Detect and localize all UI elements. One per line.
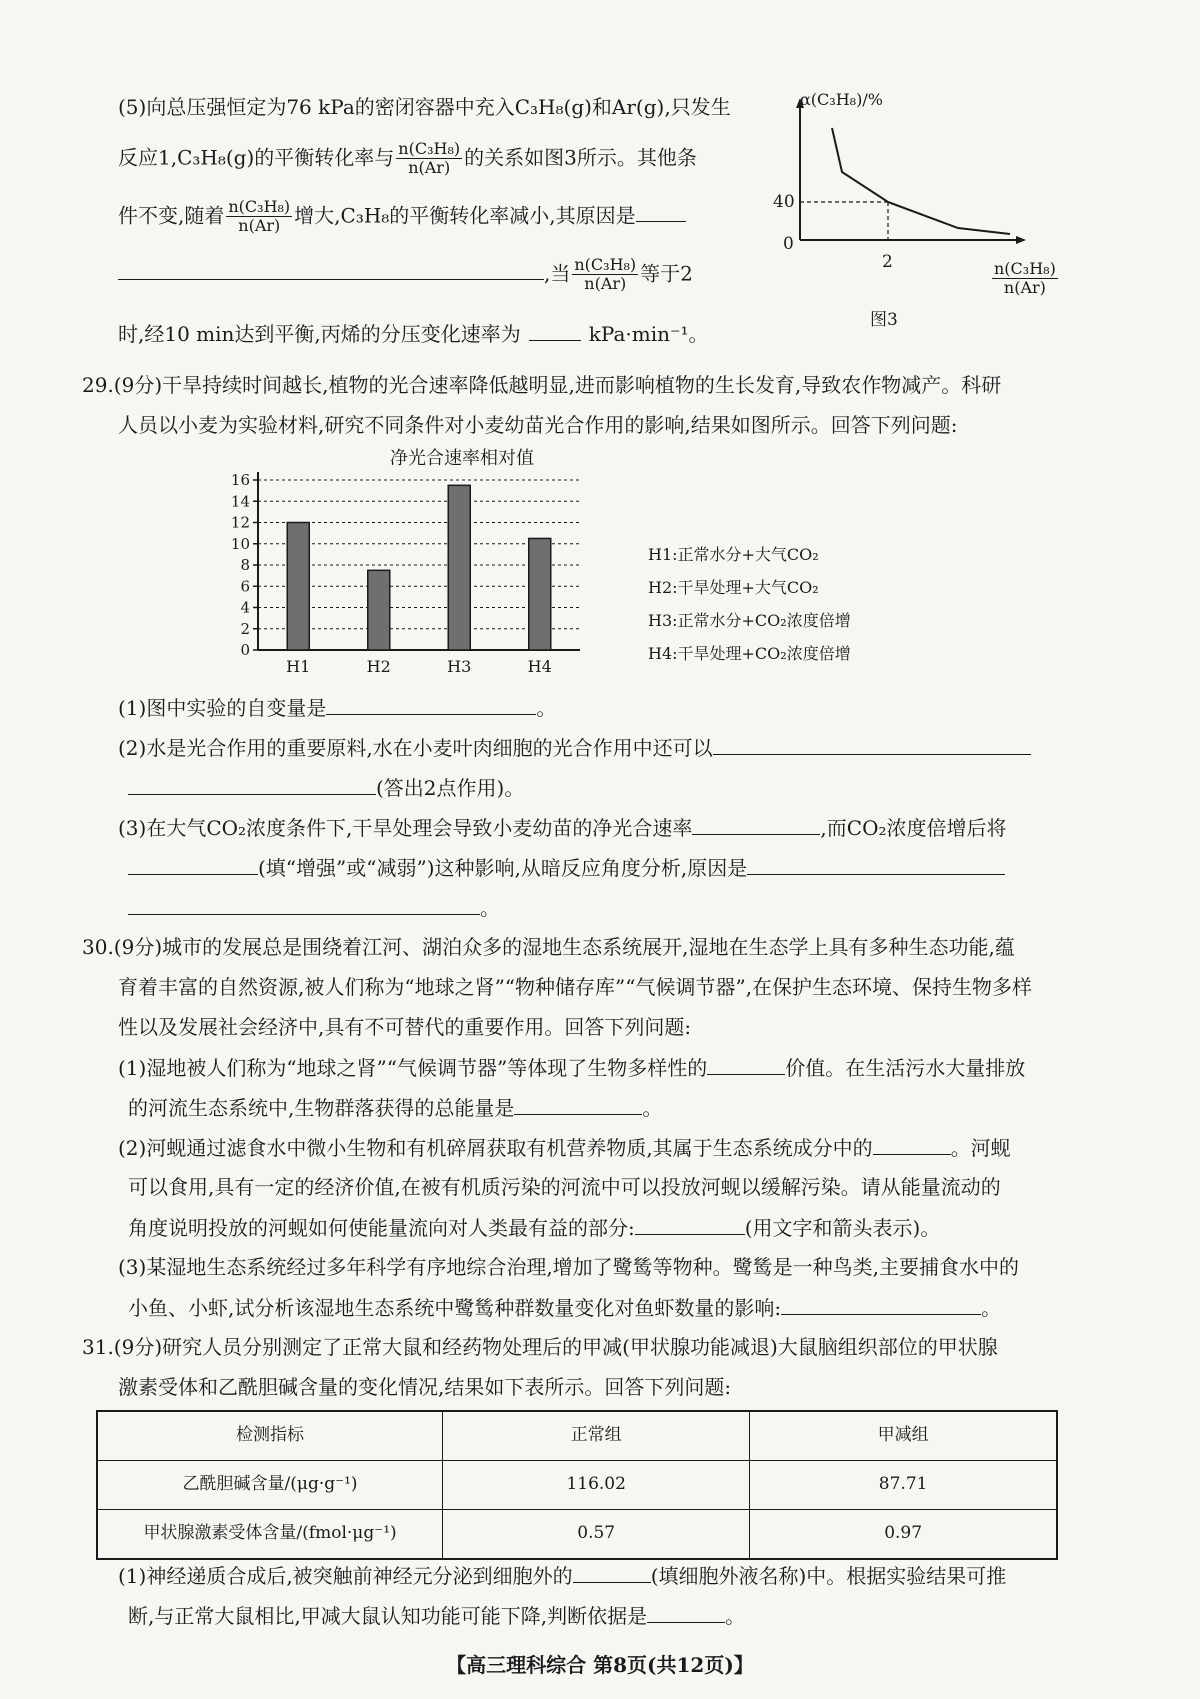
answer-blank[interactable] <box>326 692 536 715</box>
fraction: $\frac{\text{n(C₃H₈)}}{n(Ar)}$ <box>574 255 637 294</box>
table-row <box>97 1461 1057 1510</box>
answer-blank[interactable] <box>529 318 581 341</box>
bar-chart <box>230 440 660 690</box>
q30-line2: 育着丰富的自然资源,被人们称为“地球之肾”“物种储存库”“气候调节器”,在保护生态环境、保持生物多样 <box>118 975 1033 999</box>
table-cell: 87.71 <box>750 1461 1057 1510</box>
bar-h1 <box>287 523 309 651</box>
chart-title: 净光合速率相对值 <box>390 448 534 469</box>
q29-part3-line1: (3)在大气CO₂浓度条件下,干旱处理会导致小麦幼苗的净光合速率 ,而CO₂浓度倍增后将 <box>118 812 1080 843</box>
q29-part3-line2: (填“增强”或“减弱”)这种影响,从暗反应角度分析,原因是 <box>128 852 1080 883</box>
q30-line1: 30.(9分)城市的发展总是围绕着江河、湖泊众多的湿地生态系统展开,湿地在生态学上具有多种生态功能,蕴 <box>82 935 1015 959</box>
bar-h3 <box>448 485 470 650</box>
answer-blank[interactable] <box>635 1212 745 1235</box>
q30-part2-line3: 角度说明投放的河蚬如何使能量流向对人类最有益的部分: (用文字和箭头表示)。 <box>128 1212 1080 1243</box>
q28-5-line2: 反应1,C₃H₈(g)的平衡转化率与 $\frac{\text{n(C₃H₈)}}{n(Ar)}$ 的关系如图3所示。其他条 <box>118 139 697 178</box>
answer-blank[interactable] <box>128 772 376 795</box>
answer-blank[interactable] <box>647 1600 725 1623</box>
answer-blank[interactable] <box>514 1092 642 1115</box>
q29-part2-line2: (答出2点作用)。 <box>128 772 1080 803</box>
q31-line1: 31.(9分)研究人员分别测定了正常大鼠和经药物处理后的甲减(甲状腺功能减退)大鼠脑组织部位的甲状腺 <box>82 1335 998 1359</box>
fig3-xlabel: $\frac{\text{n(C₃H₈)}}{n(Ar)}$ <box>994 259 1056 298</box>
legend-item: H4:干旱处理+CO₂浓度倍增 <box>648 644 851 663</box>
q30-part3-line2: 小鱼、小虾,试分析该湿地生态系统中鹭鸶种群数量变化对鱼虾数量的影响: 。 <box>128 1292 1080 1323</box>
table-header: 甲减组 <box>750 1411 1057 1461</box>
answer-blank[interactable] <box>707 1052 785 1075</box>
y-tick-label: 16 <box>230 471 250 489</box>
legend-item: H2:干旱处理+大气CO₂ <box>648 578 819 597</box>
q30-part2-line1: (2)河蚬通过滤食水中微小生物和有机碎屑获取有机营养物质,其属于生态系统成分中的 。河蚬 <box>118 1132 1080 1163</box>
fraction: $\frac{\text{n(C₃H₈)}}{n(Ar)}$ <box>228 197 291 236</box>
answer-blank[interactable] <box>873 1132 951 1155</box>
fig3-ytick: 40 <box>773 192 795 212</box>
x-arrow-icon <box>1016 236 1026 244</box>
legend-item: H1:正常水分+大气CO₂ <box>648 545 819 564</box>
x-tick-label: H3 <box>447 657 472 676</box>
fraction: $\frac{\text{n(C₃H₈)}}{n(Ar)}$ <box>398 139 461 178</box>
chart-legend <box>648 538 851 670</box>
bar-h4 <box>529 538 551 650</box>
y-tick-label: 12 <box>230 513 250 532</box>
fig3-caption: 图3 <box>870 310 898 330</box>
fig3-origin: 0 <box>783 234 794 254</box>
answer-blank[interactable] <box>128 892 480 915</box>
answer-blank[interactable] <box>713 732 1031 755</box>
y-tick-label: 14 <box>230 492 250 511</box>
table-cell: 甲状腺激素受体含量/(fmol·μg⁻¹) <box>97 1510 443 1560</box>
table-header: 检测指标 <box>97 1411 443 1461</box>
q28-5-line4: ,当 $\frac{\text{n(C₃H₈)}}{n(Ar)}$ 等于2 <box>118 256 760 294</box>
fig3-ylabel: α(C₃H₈)/% <box>800 90 883 109</box>
table-header: 正常组 <box>443 1411 750 1461</box>
q29-line1: 29.(9分)干旱持续时间越长,植物的光合速率降低越明显,进而影响植物的生长发育,导致农作物减产。科研 <box>82 373 1002 397</box>
answer-blank[interactable] <box>781 1292 981 1315</box>
q28-5-line3: 件不变,随着 $\frac{\text{n(C₃H₈)}}{n(Ar)}$ 增大,C₃H₈的平衡转化率减小,其原因是 <box>118 198 760 236</box>
q30-part3-line1: (3)某湿地生态系统经过多年科学有序地综合治理,增加了鹭鸶等物种。鹭鸶是一种鸟类,主要捕食水中的 <box>118 1255 1020 1279</box>
y-tick-label: 0 <box>240 641 250 659</box>
q30-line3: 性以及发展社会经济中,具有不可替代的重要作用。回答下列问题: <box>118 1015 692 1039</box>
results-table <box>96 1410 1058 1560</box>
q29-line2: 人员以小麦为实验材料,研究不同条件对小麦幼苗光合作用的影响,结果如图所示。回答下列问题: <box>118 413 958 437</box>
y-tick-label: 10 <box>230 534 250 553</box>
table-header-row <box>97 1411 1057 1461</box>
q31-line2: 激素受体和乙酰胆碱含量的变化情况,结果如下表所示。回答下列问题: <box>118 1375 732 1399</box>
q29-part1: (1)图中实验的自变量是 。 <box>118 692 1080 723</box>
x-tick-label: H4 <box>527 657 552 676</box>
table-row <box>97 1510 1057 1560</box>
table-cell: 0.57 <box>443 1510 750 1560</box>
q30-part2-line2: 可以食用,具有一定的经济价值,在被有机质污染的河流中可以投放河蚬以缓解污染。请从能量流动的 <box>128 1175 1001 1199</box>
q31-part1-line2: 断,与正常大鼠相比,甲减大鼠认知功能可能下降,判断依据是 。 <box>128 1600 1080 1631</box>
y-tick-label: 6 <box>240 577 250 596</box>
answer-blank[interactable] <box>573 1560 651 1583</box>
fig3-xtick: 2 <box>882 252 893 272</box>
answer-blank[interactable] <box>747 852 1005 875</box>
q31-part1-line1: (1)神经递质合成后,被突触前神经元分泌到细胞外的 (填细胞外液名称)中。根据实验结果可推 <box>118 1560 1080 1591</box>
page-footer: 【高三理科综合 第8页(共12页)】 <box>446 1653 754 1677</box>
legend-item: H3:正常水分+CO₂浓度倍增 <box>648 611 851 630</box>
bar-h2 <box>368 570 390 650</box>
q28-5-line1: (5)向总压强恒定为76 kPa的密闭容器中充入C₃H₈(g)和Ar(g),只发生 <box>118 95 731 119</box>
table-cell: 乙酰胆碱含量/(μg·g⁻¹) <box>97 1461 443 1510</box>
y-tick-label: 2 <box>240 619 250 638</box>
y-tick-label: 8 <box>240 556 250 574</box>
table-cell: 0.97 <box>750 1510 1057 1560</box>
answer-blank[interactable] <box>636 199 686 222</box>
y-tick-label: 4 <box>240 598 250 617</box>
x-tick-label: H1 <box>286 657 311 676</box>
q30-part1-line1: (1)湿地被人们称为“地球之肾”“气候调节器”等体现了生物多样性的 价值。在生活污水大量排放 <box>118 1052 1080 1083</box>
q28-5-line5: 时,经10 min达到平衡,丙烯的分压变化速率为 kPa·min⁻¹。 <box>118 318 1080 349</box>
q29-part2-line1: (2)水是光合作用的重要原料,水在小麦叶肉细胞的光合作用中还可以 <box>118 732 1080 763</box>
table-cell: 116.02 <box>443 1461 750 1510</box>
q30-part1-line2: 的河流生态系统中,生物群落获得的总能量是 。 <box>128 1092 1080 1123</box>
conversion-curve <box>832 128 1010 234</box>
x-tick-label: H2 <box>366 657 391 676</box>
q29-part3-line3: 。 <box>128 892 1080 923</box>
answer-blank[interactable] <box>692 812 820 835</box>
answer-blank[interactable] <box>128 852 258 875</box>
answer-blank[interactable] <box>118 257 544 280</box>
